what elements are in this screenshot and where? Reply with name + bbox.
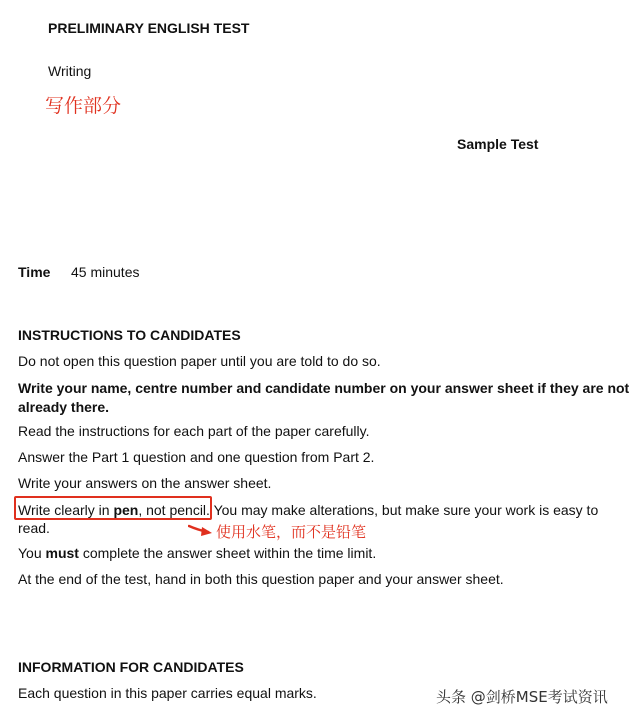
instruction-line: Write your answers on the answer sheet. bbox=[18, 475, 272, 491]
information-line: Each question in this paper carries equal marks. bbox=[18, 685, 317, 701]
instruction-line: At the end of the test, hand in both this question paper and your answer sheet. bbox=[18, 571, 504, 587]
pen-text-c: , not pencil. bbox=[138, 502, 210, 518]
pen-chinese-annotation: 使用水笔，而不是铅笔 bbox=[216, 523, 367, 541]
instruction-line-bold: Write your name, centre number and candidate number on your answer sheet if they are not already there. bbox=[18, 380, 630, 415]
annotation-arrow-icon bbox=[188, 521, 214, 537]
information-heading: INFORMATION FOR CANDIDATES bbox=[18, 659, 244, 675]
test-title: PRELIMINARY ENGLISH TEST bbox=[48, 20, 250, 36]
watermark: 头条 @剑桥MSE考试资讯 bbox=[436, 688, 608, 706]
time-label: Time bbox=[18, 264, 51, 280]
instruction-line-must bbox=[18, 545, 376, 561]
must-text-a: You bbox=[18, 545, 46, 561]
instruction-line: Answer the Part 1 question and one question from Part 2. bbox=[18, 449, 375, 465]
time-value: 45 minutes bbox=[71, 264, 140, 280]
instructions-heading: INSTRUCTIONS TO CANDIDATES bbox=[18, 327, 241, 343]
pen-text-bold: pen bbox=[113, 502, 139, 518]
must-text-c: complete the answer sheet within the time limit. bbox=[78, 545, 377, 561]
section-name: Writing bbox=[48, 63, 92, 79]
pen-highlight-box bbox=[14, 496, 212, 520]
pen-text-d: You may make alterations, but make sure your work is easy to read. bbox=[18, 502, 599, 536]
instruction-line: Do not open this question paper until you are told to do so. bbox=[18, 353, 381, 369]
must-text-bold: must bbox=[45, 545, 79, 561]
section-chinese-annotation: 写作部分 bbox=[45, 95, 122, 117]
sample-test-label: Sample Test bbox=[457, 136, 539, 152]
pen-text-a: Write clearly in bbox=[18, 502, 114, 518]
instruction-line: Read the instructions for each part of the paper carefully. bbox=[18, 423, 370, 439]
